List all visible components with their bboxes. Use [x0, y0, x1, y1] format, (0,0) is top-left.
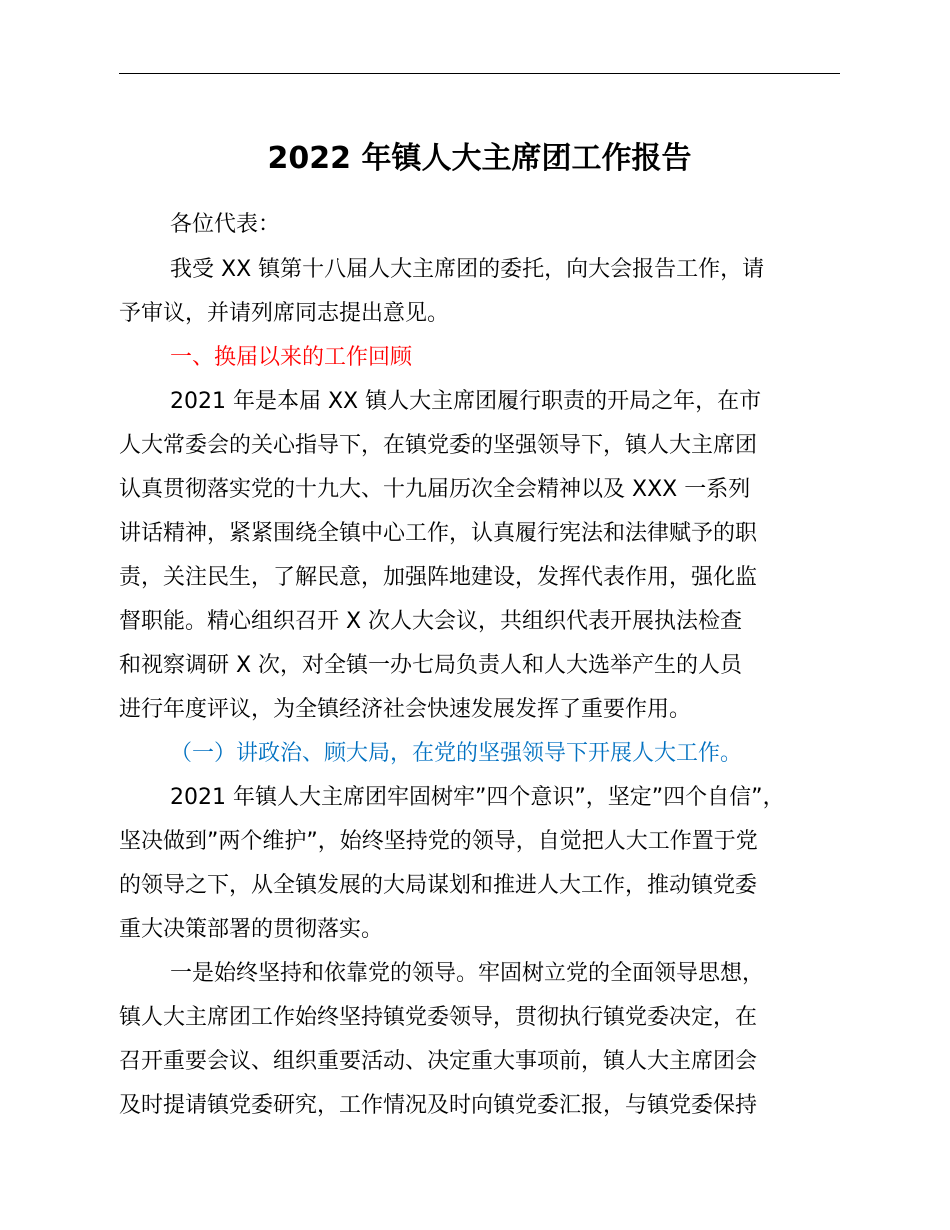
body-line: 重大决策部署的贯彻落实。	[119, 917, 384, 942]
body-line: 人大常委会的关心指导下，在镇党委的坚强领导下，镇人大主席团	[119, 433, 758, 458]
body-line: 予审议，并请列席同志提出意见。	[119, 301, 450, 326]
document-title: 2022 年镇人大主席团工作报告	[267, 141, 692, 176]
section-heading: 一、换届以来的工作回顾	[170, 345, 413, 370]
body-line: 一是始终坚持和依靠党的领导。牢固树立党的全面领导思想，	[170, 961, 765, 986]
subsection-heading: （一）讲政治、顾大局，在党的坚强领导下开展人大工作。	[170, 741, 743, 766]
body-line: 进行年度评议，为全镇经济社会快速发展发挥了重要作用。	[119, 697, 692, 722]
body-line: 2021 年镇人大主席团牢固树牢”四个意识”，坚定”四个自信”，	[170, 785, 785, 810]
body-line: 认真贯彻落实党的十九大、十九届历次全会精神以及 XXX 一系列	[119, 477, 751, 502]
body-line: 坚决做到”两个维护”，始终坚持党的领导，自觉把人大工作置于党	[119, 829, 758, 854]
header-rule	[119, 73, 840, 74]
body-line: 召开重要会议、组织重要活动、决定重大事项前，镇人大主席团会	[119, 1049, 758, 1074]
body-line: 责，关注民生，了解民意，加强阵地建设，发挥代表作用，强化监	[119, 565, 758, 590]
body-line: 及时提请镇党委研究，工作情况及时向镇党委汇报，与镇党委保持	[119, 1093, 758, 1118]
body-line: 我受 XX 镇第十八届人大主席团的委托，向大会报告工作，请	[170, 257, 765, 282]
body-line: 和视察调研 X 次，对全镇一办七局负责人和人大选举产生的人员	[119, 653, 743, 678]
body-line: 镇人大主席团工作始终坚持镇党委领导，贯彻执行镇党委决定，在	[119, 1005, 758, 1030]
body-line: 督职能。精心组织召开 X 次人大会议，共组织代表开展执法检查	[119, 609, 743, 634]
body-line: 讲话精神，紧紧围绕全镇中心工作，认真履行宪法和法律赋予的职	[119, 521, 758, 546]
salutation: 各位代表：	[170, 212, 281, 237]
body-line: 2021 年是本届 XX 镇人大主席团履行职责的开局之年，在市	[170, 389, 762, 414]
body-line: 的领导之下，从全镇发展的大局谋划和推进人大工作，推动镇党委	[119, 873, 758, 898]
